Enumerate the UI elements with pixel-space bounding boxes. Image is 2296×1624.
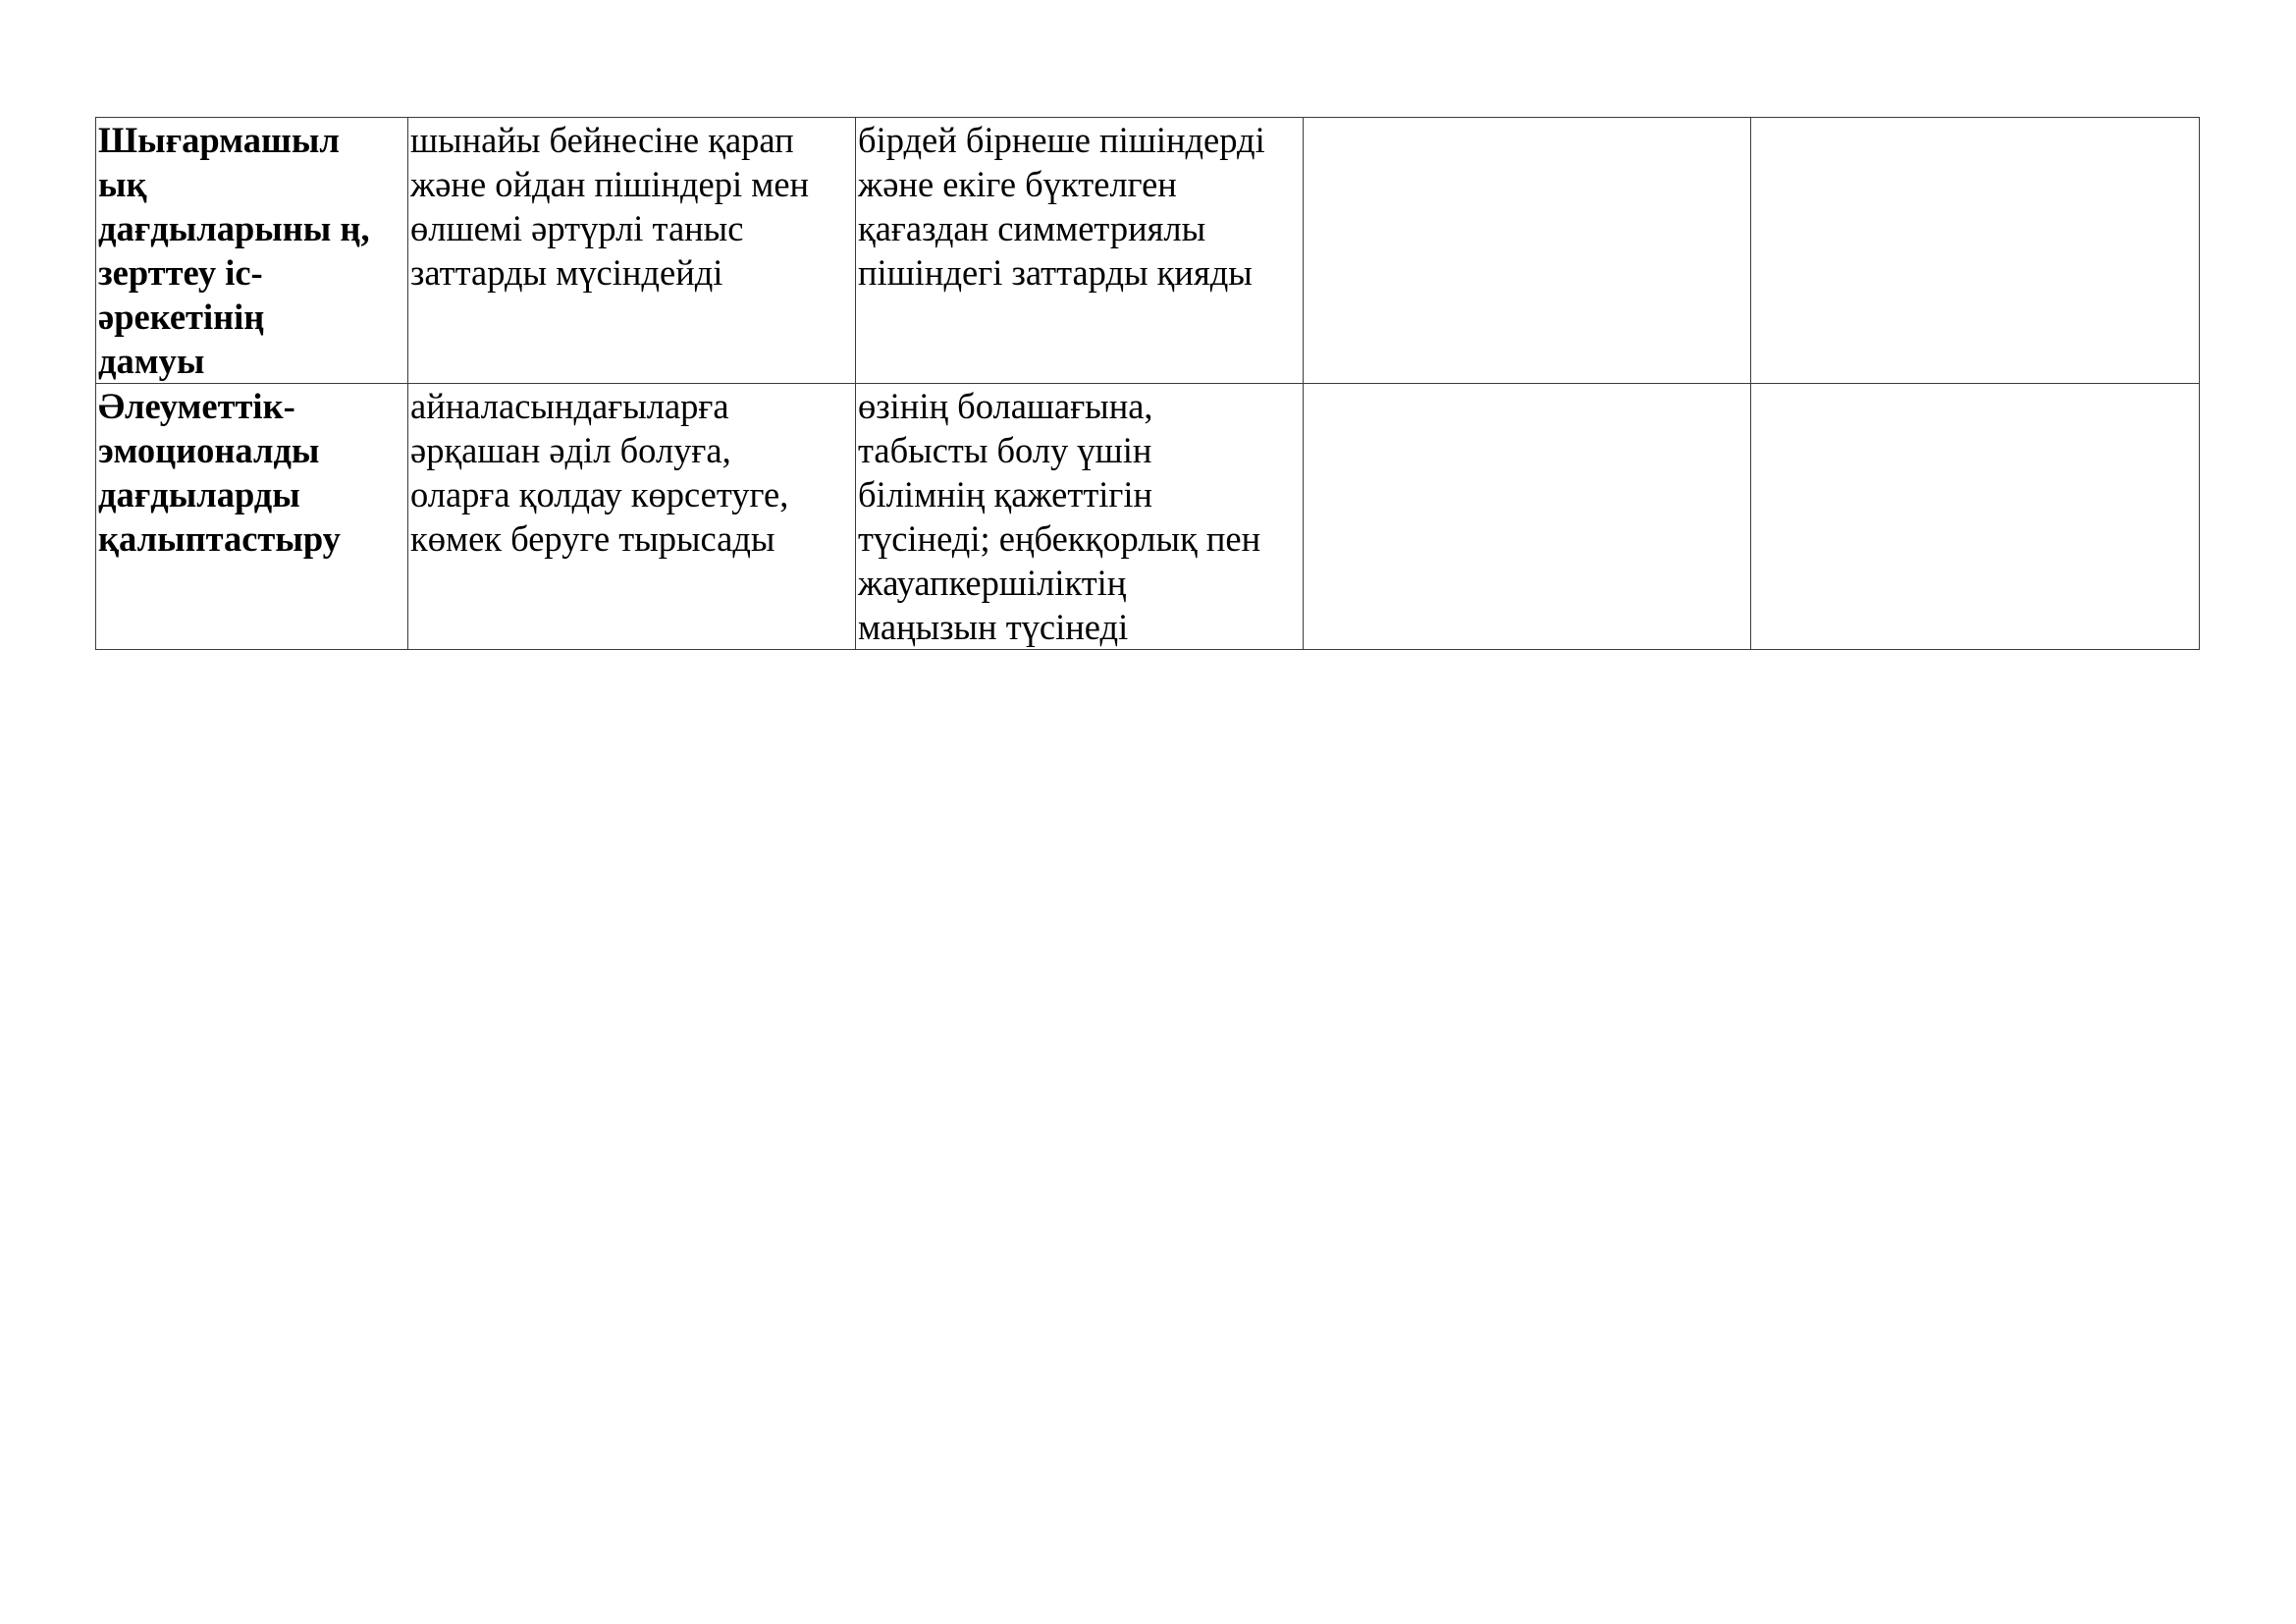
- cell-text-line: және екіге бүктелген: [858, 164, 1177, 204]
- cell-text-line: түсінеді; еңбекқорлық пен: [858, 518, 1261, 559]
- cell-text-line: шынайы бейнесіне қарап: [410, 120, 794, 160]
- table-row: [96, 384, 2200, 650]
- skills-table: [95, 117, 2200, 650]
- empty-cell: [1751, 118, 2200, 384]
- cell-text-line: өлшемі әртүрлі таныс: [410, 208, 744, 248]
- row-heading-line: ық: [98, 164, 147, 204]
- table-row: [96, 118, 2200, 384]
- row-heading-line: дағдыларды: [98, 474, 300, 514]
- empty-cell: [1751, 384, 2200, 650]
- cell-text-line: көмек беруге тырысады: [410, 518, 775, 559]
- empty-cell: [1304, 118, 1751, 384]
- cell-text-line: бірдей бірнеше пішіндерді: [858, 120, 1265, 160]
- row-heading-cell: [96, 118, 408, 384]
- row-heading-line: Әлеуметтік-: [98, 386, 295, 426]
- empty-cell: [1304, 384, 1751, 650]
- row-heading-line: Шығармашыл: [98, 120, 340, 160]
- row-heading-line: эмоционалды: [98, 430, 320, 470]
- cell-text-line: және ойдан пішіндері мен: [410, 164, 810, 204]
- row-heading-line: қалыптастыру: [98, 518, 341, 559]
- table-cell: [408, 384, 856, 650]
- cell-text-line: жауапкершіліктің: [858, 563, 1127, 603]
- cell-text-line: әрқашан әділ болуға,: [410, 430, 731, 470]
- row-heading-line: дамуы: [98, 341, 205, 381]
- table-cell: [856, 384, 1304, 650]
- table-cell: [408, 118, 856, 384]
- row-heading-cell: [96, 384, 408, 650]
- cell-text-line: өзінің болашағына,: [858, 386, 1153, 426]
- cell-text-line: білімнің қажеттігін: [858, 474, 1153, 514]
- cell-text-line: заттарды мүсіндейді: [410, 252, 723, 293]
- row-heading-line: дағдыларыны ң,: [98, 208, 370, 248]
- row-heading-line: әрекетінің: [98, 297, 265, 337]
- row-heading-line: зерттеу іс-: [98, 252, 263, 293]
- cell-text-line: маңызын түсінеді: [858, 607, 1129, 647]
- cell-text-line: оларға қолдау көрсетуге,: [410, 474, 789, 514]
- cell-text-line: айналасындағыларға: [410, 386, 729, 426]
- table-cell: [856, 118, 1304, 384]
- cell-text-line: қағаздан симметриялы: [858, 208, 1206, 248]
- cell-text-line: пішіндегі заттарды қияды: [858, 252, 1253, 293]
- cell-text-line: табысты болу үшін: [858, 430, 1152, 470]
